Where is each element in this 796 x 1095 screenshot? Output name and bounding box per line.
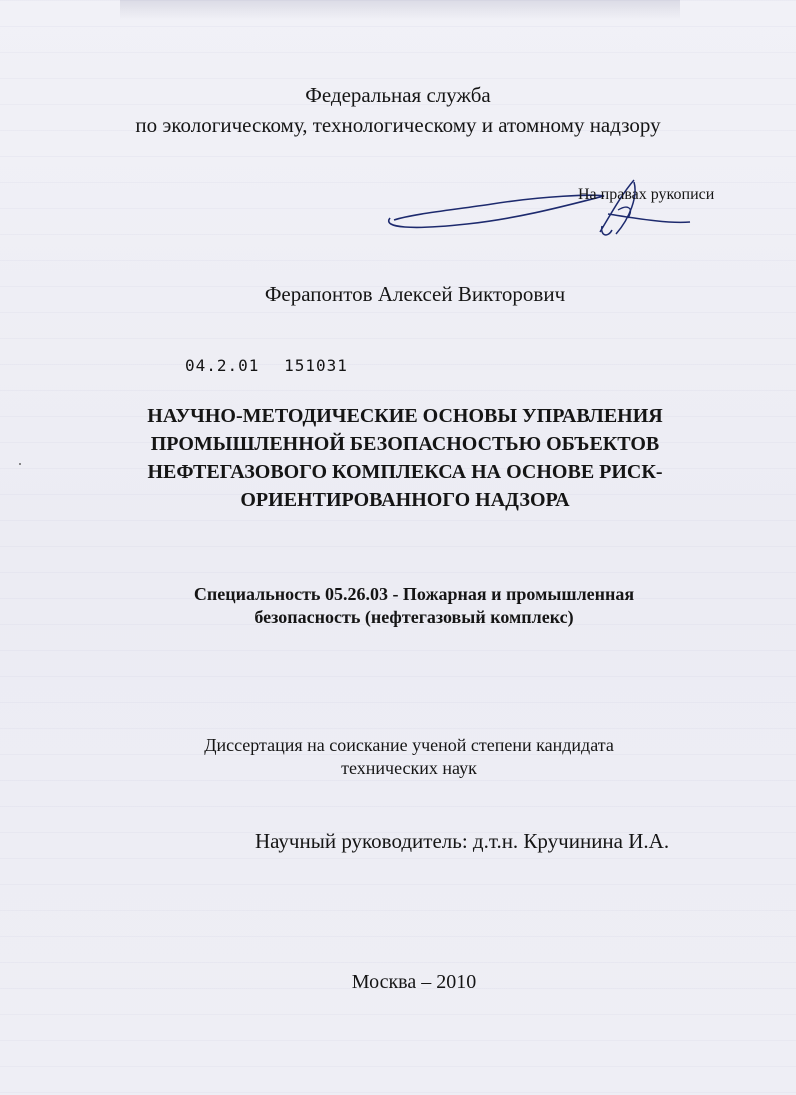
registration-code-part-2: 151031 <box>284 356 348 375</box>
specialty-line-2: безопасность (нефтегазовый комплекс) <box>254 607 574 627</box>
registration-code <box>185 356 362 375</box>
scientific-advisor: Научный руководитель: д.т.н. Кручинина И.А. <box>255 829 670 853</box>
title-line-4: ОРИЕНТИРОВАННОГО НАДЗОРА <box>240 489 570 511</box>
degree-statement <box>0 734 796 780</box>
title-line-2: ПРОМЫШЛЕННОЙ БЕЗОПАСНОСТЬЮ ОБЪЕКТОВ <box>150 433 660 455</box>
city-year: Москва – 2010 <box>351 971 477 993</box>
degree-line-2: технических наук <box>341 758 477 778</box>
title-line-3: НЕФТЕГАЗОВОГО КОМПЛЕКСА НА ОСНОВЕ РИСК- <box>147 461 663 483</box>
degree-line-1: Диссертация на соискание ученой степени кандидата <box>204 735 614 755</box>
scan-edge-shadow <box>120 0 680 20</box>
dissertation-title <box>0 402 796 514</box>
author-name: Ферапонтов Алексей Викторович <box>264 282 566 306</box>
handwritten-signature <box>372 174 715 244</box>
specialty-line-1: Специальность 05.26.03 - Пожарная и промышленная <box>193 584 635 604</box>
agency-header <box>0 80 796 140</box>
agency-line-1: Федеральная служба <box>305 83 491 107</box>
agency-line-2: по экологическому, технологическому и атомному надзору <box>135 113 661 137</box>
title-line-1: НАУЧНО-МЕТОДИЧЕСКИЕ ОСНОВЫ УПРАВЛЕНИЯ <box>147 405 663 427</box>
manuscript-note: На правах рукописи <box>578 186 715 203</box>
specialty <box>0 583 796 629</box>
registration-code-part-1: 04.2.01 <box>185 356 260 375</box>
